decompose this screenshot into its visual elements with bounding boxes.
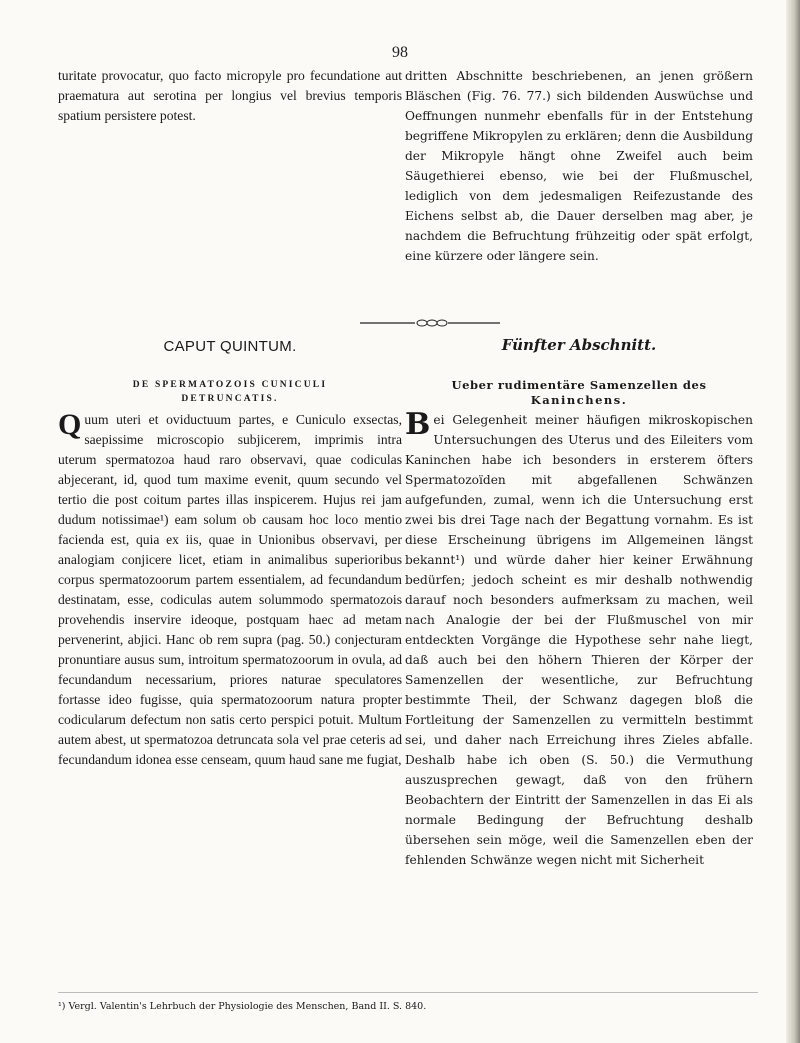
chapter-title-latin: CAPUT QUINTUM.	[163, 338, 297, 355]
page-edge-shadow	[786, 0, 800, 1043]
german-paragraph-top: dritten Abschnitte beschriebenen, an jenen größern Bläschen (Fig. 76. 77.) sich bildenden Auswüchse und Oeffnungen nunmehr ebenfalls für in der Entstehung begriffene Mikropylen zu erklären; denn die Ausbildung der Mikropyle hängt ohne Zweifel auch beim Säugethierei ebenso, wie bei der Flußmuschel, lediglich von dem jedesmaligen Reifezustande des Eichens selbst ab, die Dauer derselben mag aber, je nachdem die Befruchtung frühzeitig oder spät erfolgt, eine kürzere oder längere sein.	[405, 69, 753, 263]
footnote: ¹) Vergl. Valentin's Lehrbuch der Physiologie des Menschen, Band II. S. 840.	[58, 1001, 427, 1012]
page-number: 98	[392, 44, 408, 61]
section-heading-german-line1: Ueber rudimentäre Samenzellen des	[451, 378, 707, 392]
section-heading-german	[405, 378, 753, 408]
section-heading-latin-line2: DETRUNCATIS.	[181, 394, 279, 404]
german-column	[405, 407, 753, 870]
section-heading-latin-line1: DE SPERMATOZOIS CUNICULI	[132, 380, 328, 390]
right-continuation	[405, 66, 753, 266]
chapter-title-german: Fünfter Abschnitt.	[501, 336, 657, 354]
latin-paragraph-top: turitate provocatur, quo facto micropyle pro fecundatione aut praematura aut serotina per longius vel brevius temporis spatium persistere potest.	[58, 68, 402, 123]
section-heading-latin	[58, 378, 402, 406]
left-continuation	[58, 66, 402, 126]
footnote-rule	[58, 992, 758, 993]
latin-dropcap: Q	[58, 408, 82, 441]
section-heading-german-line2: Kaninchens.	[530, 393, 628, 407]
section-divider-ornament	[360, 318, 500, 328]
german-paragraph-text: ei Gelegenheit meiner häufigen mikroskopischen Untersuchungen des Uterus und des Eileiters vom Kaninchen habe ich besonders in ersterem öfters Spermatozoïden mit abgefallenen Schwänzen aufgefunden, zumal, wenn ich die Untersuchung erst zwei bis drei Tage nach der Begattung vornahm. Es ist diese Erscheinung übrigens im Allgemeinen längst bekannt¹) und würde daher hier keiner Erwähnung bedürfen; jedoch scheint es mir deshalb nothwendig darauf noch besonders aufmerksam zu machen, weil nach Analogie der bei der Flußmuschel von mir entdeckten Vorgänge die Hypothese sehr nahe liegt, daß auch bei den höhern Thieren der Körper der Samenzellen der wesentliche, zur Befruchtung bestimmte Theil, der Schwanz dagegen bloß die Fortleitung der Samenzellen zu vermitteln bestimmt sei, und daher nach Erreichung ihres Zieles abfalle. Deshalb habe ich oben (S. 50.) die Vermuthung auszusprechen gewagt, daß von den frühern Beobachtern der Eintritt der Samenzellen in das Ei als normale Bedingung der Befruchtung deshalb übersehen sein möge, weil die Samenzellen eben der fehlenden Schwänze wegen nicht mit Sicherheit	[405, 413, 753, 867]
latin-column	[58, 410, 402, 770]
german-paragraph	[405, 407, 753, 870]
latin-paragraph-text: uum uteri et oviductuum partes, e Cuniculo exsectas, saepissime microscopio subjicerem, imprimis intra uterum spermatozoa haud raro observavi, quae codiculas abjecerant, id, quod tum maxime evenit, quum secundo vel tertio die post coitum partes illas inspicerem. Hujus rei jam dudum notissimae¹) eam solum ob causam hoc loco mentio facienda est, quia ex iis, quae in Unionibus observavi, per analogiam conjicere licet, etiam in animalibus superioribus corpus spermatozoorum partem essentialem, ad fecundandum destinatam, esse, codiculas autem solummodo spermatozois provehendis inservire ideoque, postquam haec ad metam pervenerint, abjici. Hanc ob rem supra (pag. 50.) conjecturam pronuntiare ausus sum, introitum spermatozoorum in ovula, ad fecundandum necessarium, priores naturae speculatores fortasse ideo fugisse, quia spermatozoorum natura propter codicularum defectum non satis certo perspici potuit. Multum autem abest, ut spermatozoa detruncata sola vel prae ceteris ad fecundandum idonea esse censeam, quum haud sane me fugiat,	[58, 412, 402, 767]
german-dropcap: B	[405, 407, 431, 442]
latin-paragraph	[58, 410, 402, 770]
